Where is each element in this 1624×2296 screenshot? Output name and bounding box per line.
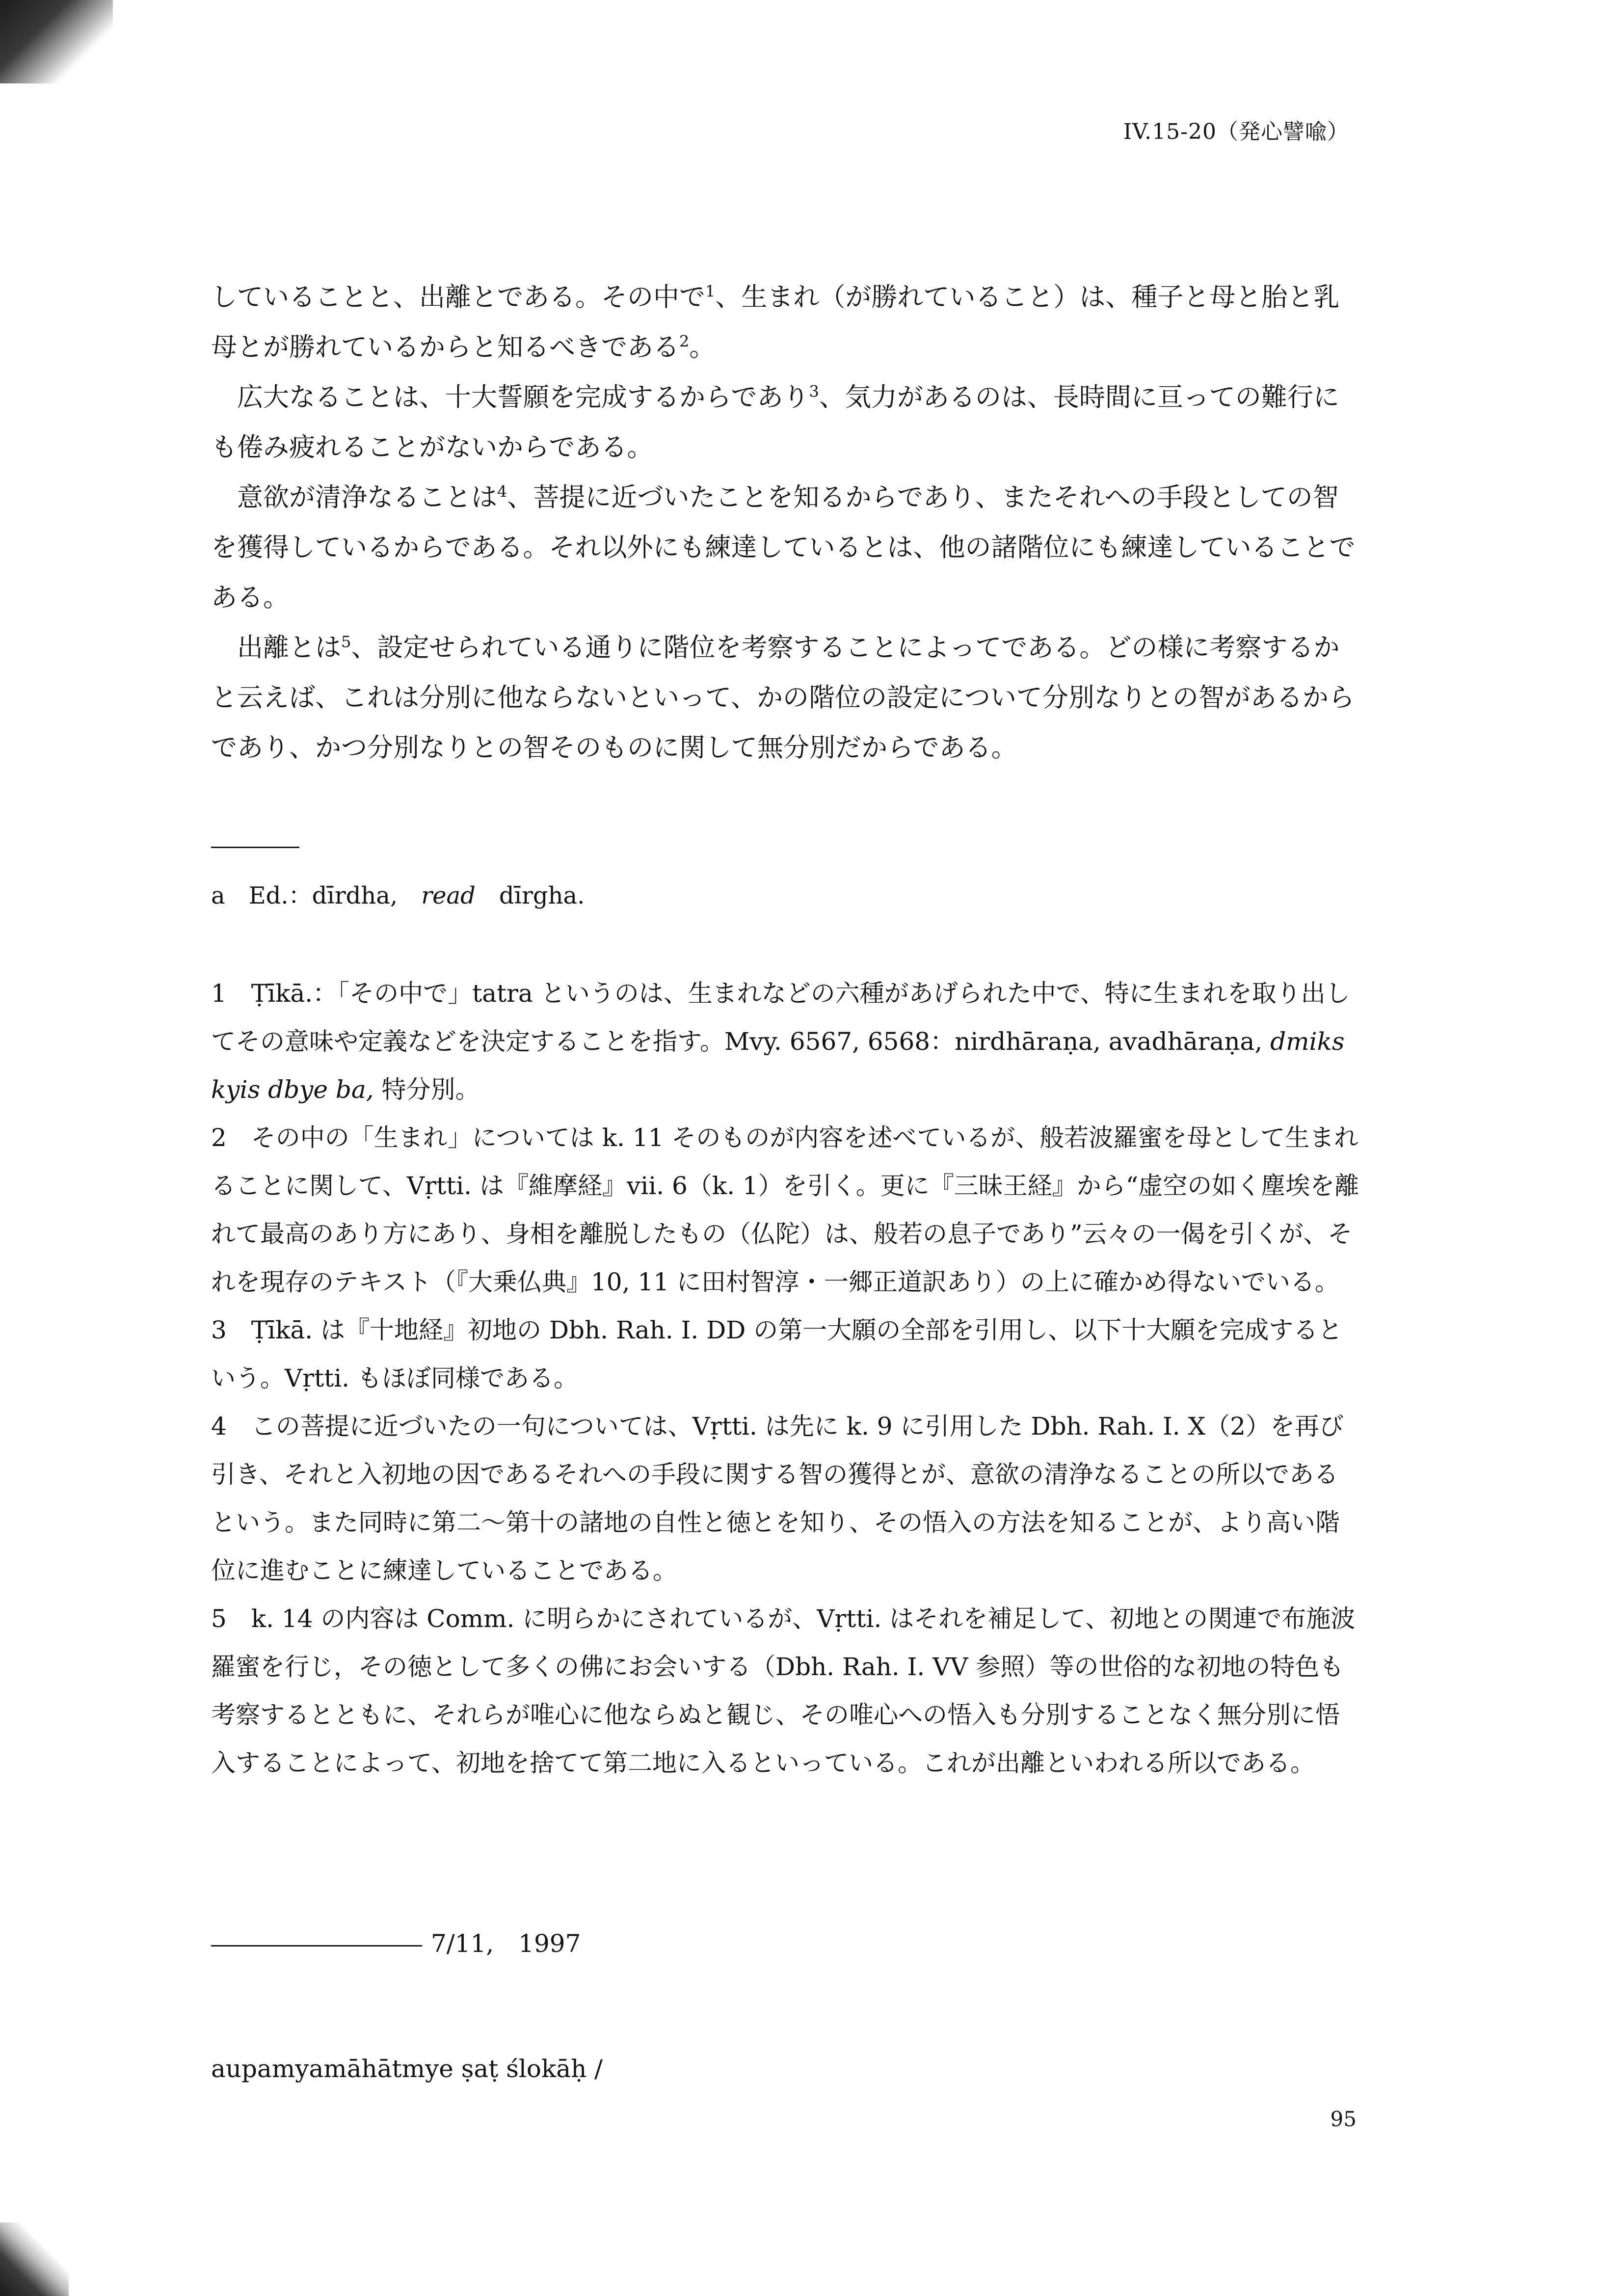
verse-title: aupamyamāhātmye ṣaṭ ślokāḥ / xyxy=(211,2055,603,2083)
footnote-2: 2 その中の「生まれ」については k. 11 そのものが内容を述べているが、般若波羅蜜を母として生まれることに関して、Vṛtti. は『維摩経』vii. 6（k. 1）を引く。更に『三昧王経』から“虚空の如く塵埃を離れて最高のあり方にあり、身相を離脱したもの（仏陀）は、般若の息子であり”云々の一偈を引くが、それを現存のテキスト（『大乗仏典』10, 11 に田村智淳・一郷正道訳あり）の上に確かめ得ないでいる。 xyxy=(211,1123,1359,1296)
footnote-ref: 5 xyxy=(341,632,351,651)
note-a: a Ed.：dīrdha, read dīrgha. xyxy=(211,882,585,909)
paragraph-4: 出離とは$^5$、設定せられている通りに階位を考察することによってである。どの様に考察するかと云えば、これは分別に他ならないといって、かの階位の設定について分別なりとの智があるからであり、かつ分別なりとの智そのものに関して無分別だからである。 xyxy=(211,632,1355,763)
date-rule xyxy=(211,1945,422,1947)
running-header: IV.15-20（発心譬喩） xyxy=(1123,119,1349,144)
paragraph-2: 広大なることは、十大誓願を完成するからであり$^3$、気力があるのは、長時間に亘っての難行にも倦み疲れることがないからである。 xyxy=(211,382,1339,462)
footnote-ref: 3 xyxy=(809,382,819,401)
footnote-ref: 1 xyxy=(705,282,716,301)
footnote-4: 4 この菩提に近づいたの一句については、Vṛtti. は先に k. 9 に引用した Dbh. Rah. I. X（2）を再び引き、それと入初地の因であるそれへの手段に関する智の獲得とが、意欲の清浄なることの所以であるという。また同時に第二～第十の諸地の自性と徳とを知り、その悟入の方法を知ることが、より高い階位に進むことに練達していることである。 xyxy=(211,1412,1344,1585)
scan-shadow-top xyxy=(0,0,113,83)
footnote-ref: 2 xyxy=(679,332,690,351)
paragraph-1: していることと、出離とである。その中で$^1$、生まれ（が勝れていること）は、種子と母と胎と乳母とが勝れているからと知るべきである$^2$。 xyxy=(211,282,1340,362)
footnotes xyxy=(211,969,1362,1787)
date-line xyxy=(211,1926,581,1961)
footnote-ref: 4 xyxy=(497,482,507,501)
footnote-1: 1 Ṭīkā.：「その中で」tatra というのは、生まれなどの六種があげられた中で、特に生まれを取り出してその意味や定義などを決定することを指す。Mvy. 6567, 6568：nirdhāraṇa, avadhāraṇa, dmiks kyis dbye ba, 特分別。 xyxy=(211,979,1350,1104)
page-number: 95 xyxy=(1330,2107,1357,2131)
footnote-separator xyxy=(211,847,299,848)
main-text xyxy=(211,272,1362,773)
footnote-5: 5 k. 14 の内容は Comm. に明らかにされているが、Vṛtti. はそれを補足して、初地との関連で布施波羅蜜を行じ，その徳として多くの佛にお会いする（Dbh. Rah. I. VV 参照）等の世俗的な初地の特色も考察するとともに、それらが唯心に他ならぬと観じ、その唯心への悟入も分別することなく無分別に悟入することによって、初地を捨てて第二地に入るといっている。これが出離といわれる所以である。 xyxy=(211,1604,1356,1777)
date: 7/11, 1997 xyxy=(431,1929,581,1958)
scan-shadow-bottom xyxy=(0,2222,69,2296)
paragraph-3: 意欲が清浄なることは$^4$、菩提に近づいたことを知るからであり、またそれへの手段としての智を獲得しているからである。それ以外にも練達しているとは、他の諸階位にも練達していることである。 xyxy=(211,482,1356,613)
footnote-3: 3 Ṭīkā. は『十地経』初地の Dbh. Rah. I. DD の第一大願の全部を引用し、以下十大願を完成するという。Vṛtti. もほぼ同様である。 xyxy=(211,1316,1343,1392)
